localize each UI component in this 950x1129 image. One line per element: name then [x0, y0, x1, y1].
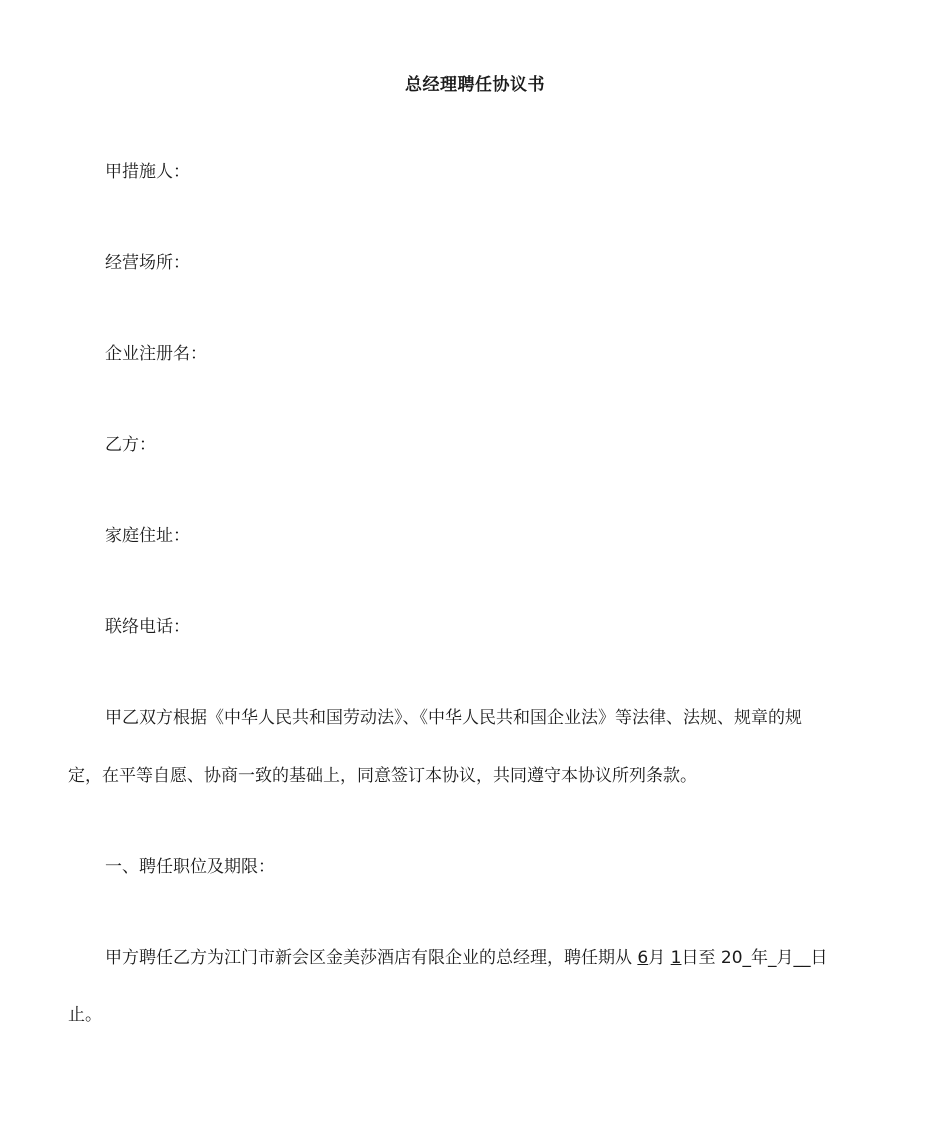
- section-1-paragraph-line-1: [105, 946, 828, 970]
- section-1-paragraph-line-2: 止。: [68, 1005, 102, 1025]
- field-party-b: 乙方：: [105, 435, 156, 455]
- field-phone: 联络电话：: [105, 617, 190, 637]
- section-1-heading: 一、聘任职位及期限：: [105, 857, 275, 877]
- section-1-text-a: 甲方聘任乙方为江门市新会区金美莎酒店有限企业的总经理，聘任期从: [105, 948, 638, 968]
- field-party-a: 甲措施人：: [105, 162, 190, 182]
- field-registered-name: 企业注册名：: [105, 344, 207, 364]
- section-1-text-b: 月: [648, 948, 671, 968]
- intro-paragraph-line-1: 甲乙双方根据《中华人民共和国劳动法》、《中华人民共和国企业法》等法律、法规、规章的规: [105, 708, 802, 728]
- start-day: 1: [670, 948, 682, 968]
- start-month: 6: [637, 948, 649, 968]
- section-1-text-c: 日至 20_年_月__日: [681, 948, 828, 968]
- field-home-address: 家庭住址：: [105, 526, 190, 546]
- intro-paragraph-line-2: 定，在平等自愿、协商一致的基础上，同意签订本协议，共同遵守本协议所列条款。: [68, 766, 697, 786]
- document-title: 总经理聘任协议书: [405, 75, 545, 95]
- field-business-address: 经营场所：: [105, 253, 190, 273]
